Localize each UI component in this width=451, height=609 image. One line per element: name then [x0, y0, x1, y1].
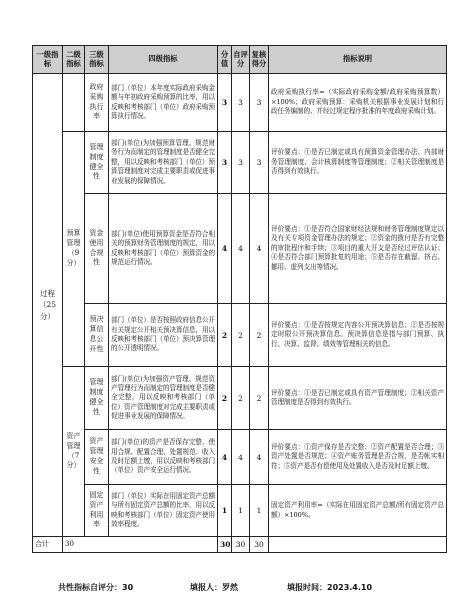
review-cell: 2 [250, 367, 269, 430]
fill-date: 填报时间：2023.4.10 [287, 583, 373, 592]
lv3-cell: 资产管理安全性 [85, 430, 109, 485]
asset-group: 资产管理（7分） [63, 367, 85, 537]
evaluation-table [32, 45, 447, 553]
self-cell: 4 [232, 430, 250, 485]
score-cell: 2 [218, 367, 232, 430]
header-desc: 指标说明 [269, 46, 447, 74]
table-row [33, 430, 447, 485]
review-cell: 3 [250, 74, 269, 132]
lv4-cell: 部门（单位）是否按照政府信息公开有关规定公开相关预决算信息，用以反映和考核部门（单位）预决算管理的公开透明情况。 [109, 304, 218, 367]
lv3-cell: 预决算信息公开性 [85, 304, 109, 367]
table-row [33, 485, 447, 537]
lv3-cell: 政府采购执行率 [85, 74, 109, 132]
lv4-cell: 部门(单位)使用预算资金是否符合相关的预算财务管理制度的规定，用以反映和考核部门（单位）预算资金的规范运行情况。 [109, 194, 218, 304]
lv4-cell: 部门（单位）本年度实际政府采购金额与年初政府采购预算的比率，用以反映和考核部门（单位）政府采购预算执行情况。 [109, 74, 218, 132]
lv2-empty [63, 74, 85, 132]
review-cell: 3 [250, 132, 269, 194]
table-row [33, 194, 447, 304]
total-self: 30 [232, 537, 250, 553]
header-lv3: 三级指标 [85, 46, 109, 74]
review-cell: 1 [250, 485, 269, 537]
total-label: 合计 [33, 537, 63, 553]
score-cell: 4 [218, 194, 232, 304]
self-score-summary: 共性指标自评分：30 [58, 583, 134, 592]
lv3-cell: 资金使用合规性 [85, 194, 109, 304]
review-cell: 4 [250, 430, 269, 485]
desc-cell: 评价要点：①是否按规定内容公开预决算信息；②是否按规定时限公开预决算信息。预决算信息是指与部门预算、执行、决算、监督、绩效等管理相关的信息。 [269, 304, 447, 367]
lv4-cell: 部门(单位)的资产是否保存完整、使用合规、配置合理、处置规范、收入及时足额上缴，用以反映和考核部门（单位）资产安全运行情况。 [109, 430, 218, 485]
lv3-cell: 管理制度健全性 [85, 367, 109, 430]
filler-name: 填报人：罗然 [190, 583, 238, 592]
desc-cell: 评价要点：①是否符合国家财经法规和财务管理制度规定以及有关专项资金管理办法的规定；②资金的拨付是否有完整的审批程序和手续；③项目的重大开支是否经过评估认证；④是否符合部门预算批复的用途；⑤是否存在截留、挤占、挪用、虚列支出等情况。 [269, 194, 447, 304]
header-score: 分值 [218, 46, 232, 74]
total-score: 30 [218, 537, 232, 553]
table-row [33, 74, 447, 132]
header-lv2: 二级指标 [63, 46, 85, 74]
self-cell: 1 [232, 485, 250, 537]
self-cell: 4 [232, 194, 250, 304]
budget-group: 预算管理（9分） [63, 132, 85, 367]
self-cell: 2 [232, 304, 250, 367]
desc-cell: 评价要点：①资产保存是否完整；②资产配置是否合理；③资产处置是否规范；④资产账务管理是否合规，是否帐实相符；⑤资产是否有偿使用及处置收入是否及时足额上缴。 [269, 430, 447, 485]
score-cell: 4 [218, 430, 232, 485]
table-row [33, 304, 447, 367]
review-cell: 4 [250, 194, 269, 304]
lv4-cell: 部门（单位）实际在用固定资产总额与所有固定资产总额的比率，用以反映和考核部门（单位）固定资产使用效率程度。 [109, 485, 218, 537]
score-cell: 1 [218, 485, 232, 537]
score-cell: 3 [218, 132, 232, 194]
lv3-cell: 固定资产利用率 [85, 485, 109, 537]
process-label: 过程（25分） [33, 74, 63, 537]
total-review: 30 [250, 537, 269, 553]
score-cell: 3 [218, 74, 232, 132]
self-cell: 3 [232, 132, 250, 194]
self-cell: 2 [232, 367, 250, 430]
lv3-cell: 管理制度健全性 [85, 132, 109, 194]
header-review: 复核得分 [250, 46, 269, 74]
lv4-cell: 部门(单位)为加强预算管理、规范财务行为而制定的管理制度是否健全完整，用以反映和考核部门（单位）预算管理制度对完成主要职责或促进事业发展的保障情况。 [109, 132, 218, 194]
self-cell: 3 [232, 74, 250, 132]
desc-cell: 固定资产利用率=（实际在用固定资产总额/所有固定资产总额）×100%。 [269, 485, 447, 537]
table-header-row [33, 46, 447, 74]
total-desc-empty [269, 537, 447, 553]
header-lv1: 一级指标 [33, 46, 63, 74]
table-row [33, 132, 447, 194]
desc-cell: 评价要点：①是否已制定或具有资产管理制度；②相关资产管理制度是否得到有效执行。 [269, 367, 447, 430]
total-row [33, 537, 447, 553]
table-row [33, 367, 447, 430]
desc-cell: 评价要点：①是否已制定或具有预算资金管理办法、内部财务管理制度、会计核算制度等管理制度；②相关管理制度是否得到有效执行。 [269, 132, 447, 194]
score-cell: 2 [218, 304, 232, 367]
header-self: 自评分 [232, 46, 250, 74]
desc-cell: 政府采购执行率=（实际政府采购金额/政府采购预算数）×100%；政府采购预算：采购机关根据事业发展计划和行政任务编制的、并经过规定程序批准的年度政府采购计划。 [269, 74, 447, 132]
review-cell: 2 [250, 304, 269, 367]
lv4-cell: 部门(单位)为加强资产管理、规范资产管理行为而制定的管理制度是否健全完整，用以反映和考核部门（单位）资产管理制度对完成主要职责或促进事业发展的保障情况。 [109, 367, 218, 430]
header-lv4: 四级指标 [109, 46, 218, 74]
total-value: 30 [63, 537, 218, 553]
